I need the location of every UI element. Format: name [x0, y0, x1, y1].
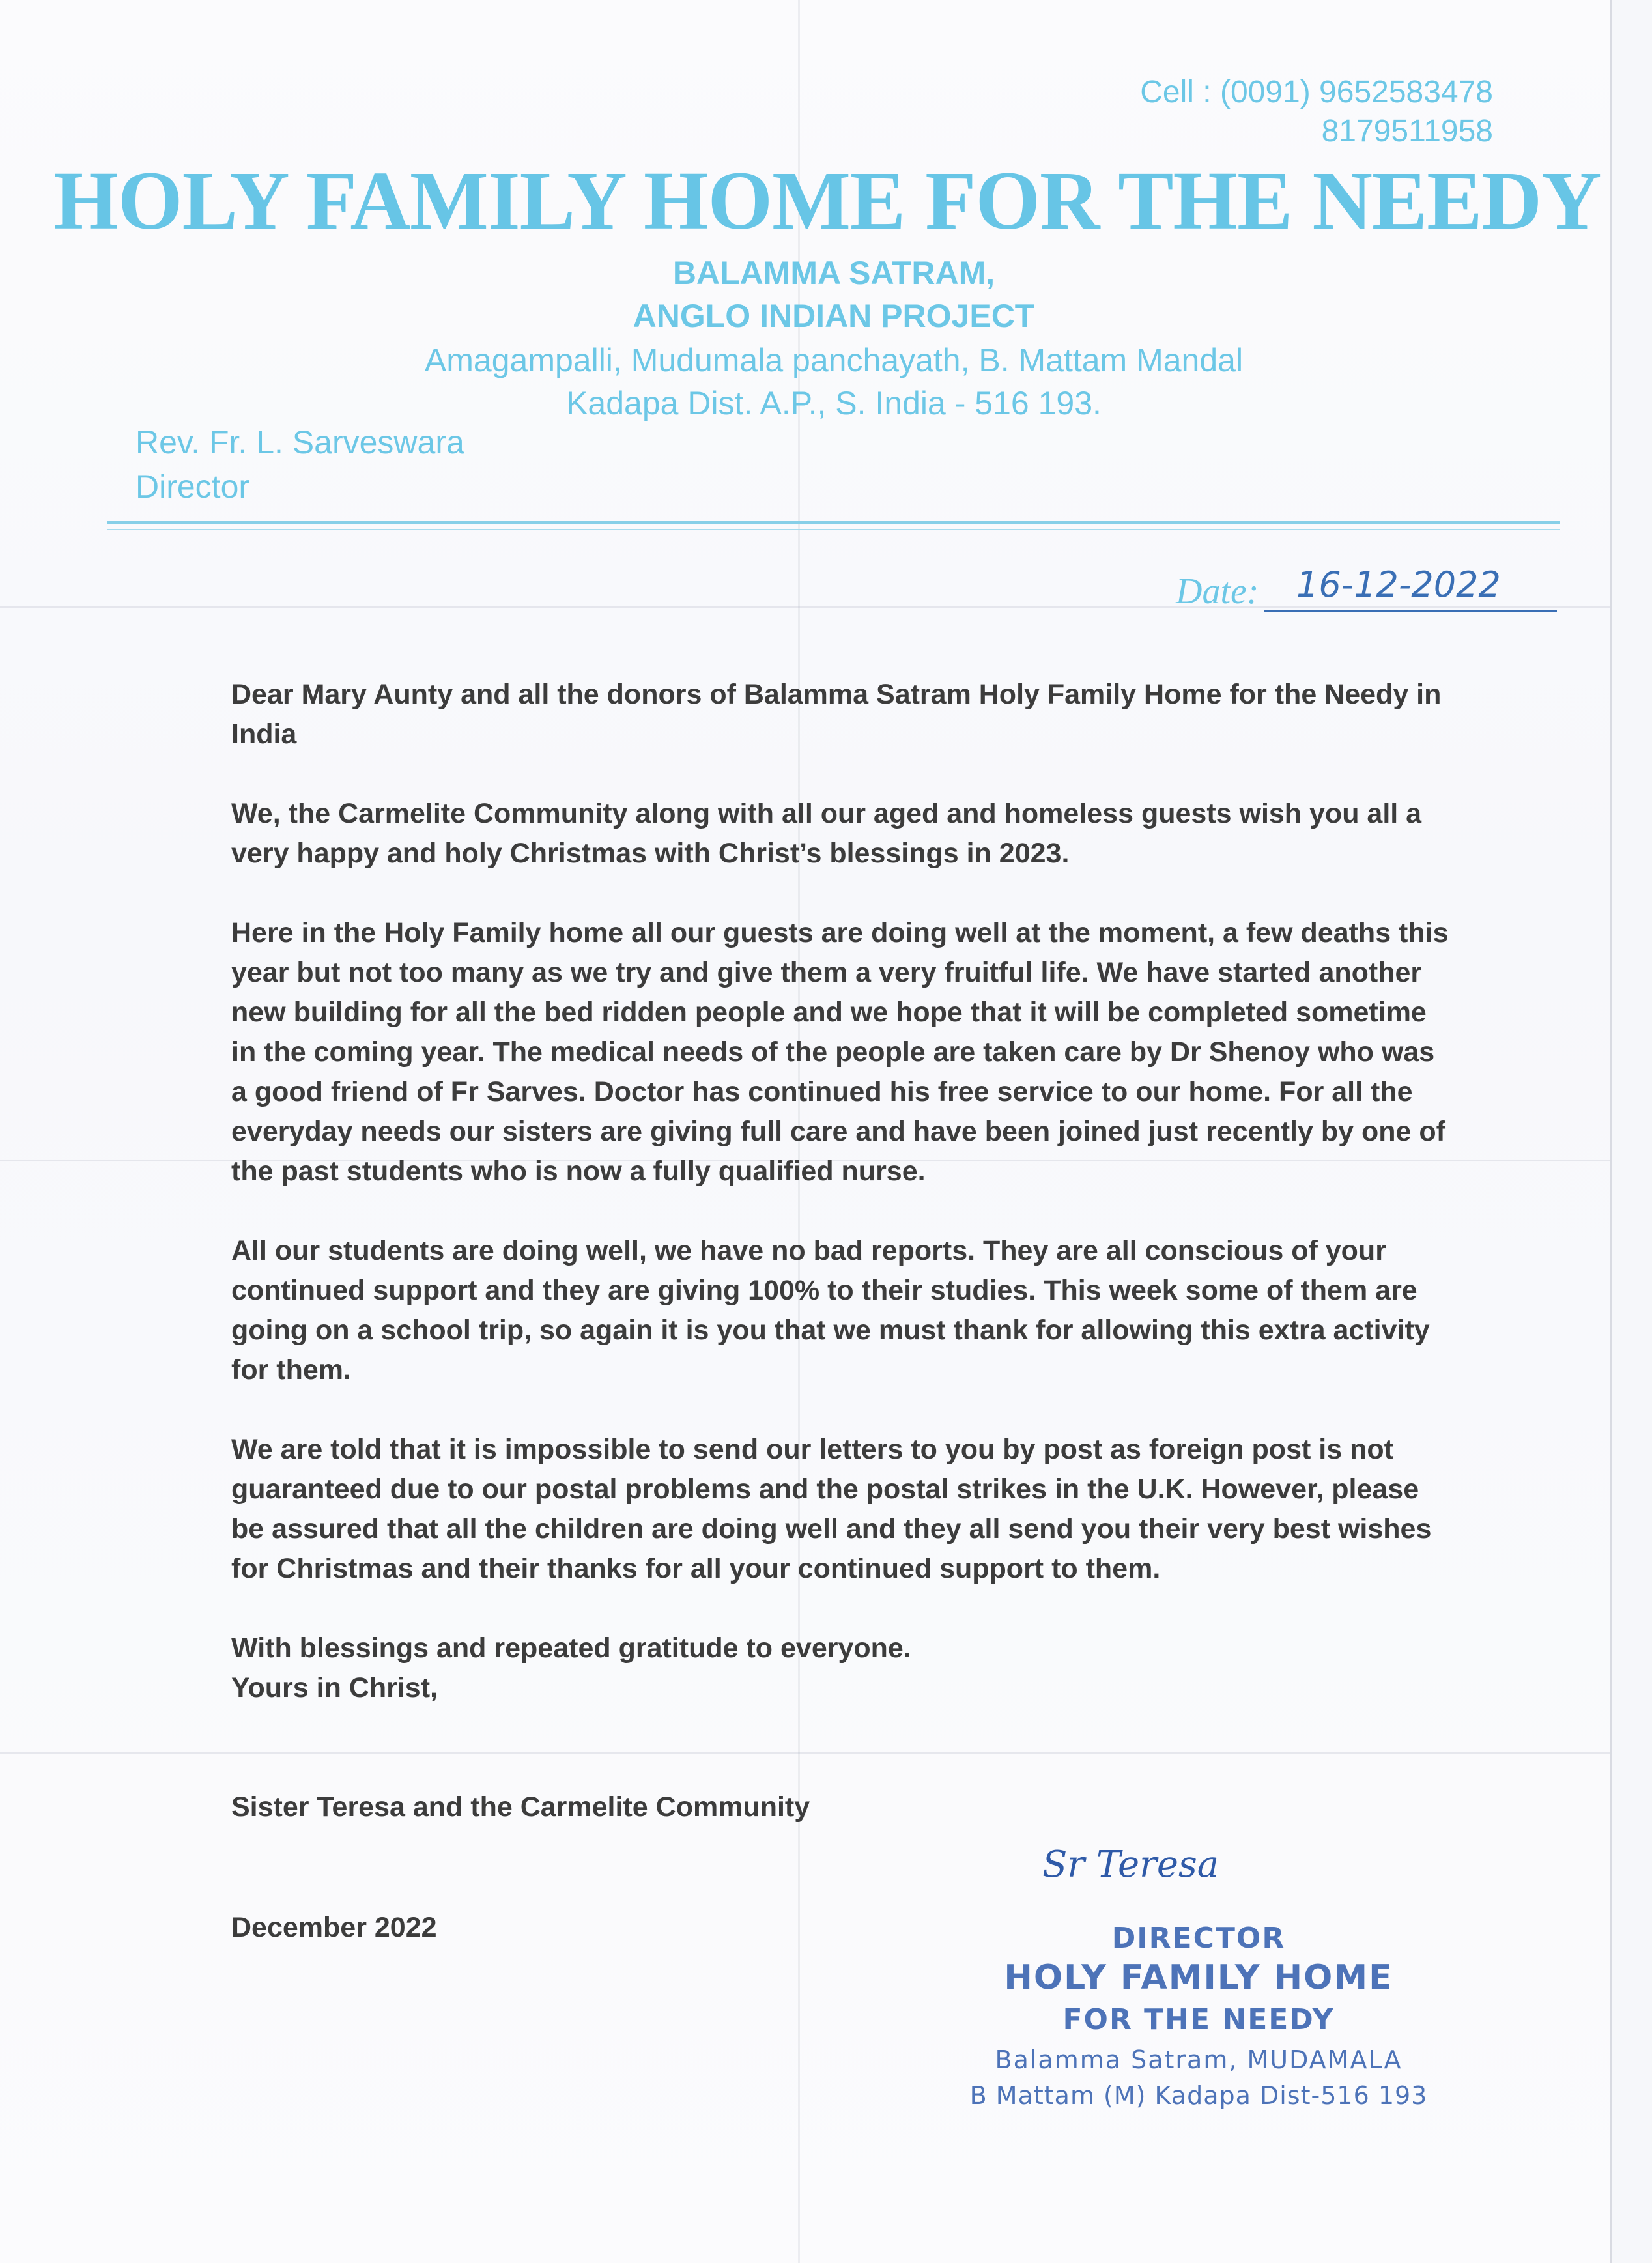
director-title: Director: [135, 468, 250, 505]
address-line-4: Kadapa Dist. A.P., S. India - 516 193.: [566, 385, 1102, 421]
organization-name: HOLY FAMILY HOME FOR THE NEEDY: [53, 154, 1601, 247]
director-name: Rev. Fr. L. Sarveswara: [135, 424, 464, 461]
closing-line: With blessings and repeated gratitude to everyone.: [231, 1632, 911, 1664]
signatory: Sister Teresa and the Carmelite Community: [231, 1791, 810, 1823]
handwritten-signature: Sr Teresa: [1042, 1843, 1219, 1886]
cell-line-2: 8179511958: [1321, 114, 1493, 149]
paragraph: Here in the Holy Family home all our guests are doing well at the moment, a few deaths this year but not too many as we try and give them a very fruitful life. We have started another new building for all the bed ridden people and we hope that it will be completed sometime in the coming year. The medical needs of the people are taken care by Dr Shenoy who was a good friend of Fr Sarves. Doctor has continued his free service to our home. For all the everyday needs our sisters are giving full care and have been joined just recently by one of the past students who is now a fully qualified nurse.: [231, 917, 1449, 1187]
cell-line-1: Cell : (0091) 9652583478: [1140, 75, 1493, 109]
header-rule-thin: [107, 529, 1560, 530]
letter-body: [231, 675, 1456, 1948]
paragraph: All our students are doing well, we have no bad reports. They are all conscious of your continued support and they are giving 100% to their studies. This week some of them are going on a school trip, so again it is you that we must thank for allowing this extra activity for them.: [231, 1235, 1430, 1386]
stamp-line-3: FOR THE NEEDY: [1062, 2003, 1335, 2036]
address-line-2: ANGLO INDIAN PROJECT: [633, 298, 1035, 334]
paragraph: We, the Carmelite Community along with all our aged and homeless guests wish you all a very happy and holy Christmas with Christ’s blessings in 2023.: [231, 798, 1422, 869]
closing-yours: Yours in Christ,: [231, 1672, 438, 1703]
stamp-line-1: DIRECTOR: [1111, 1922, 1286, 1955]
date-label: Date:: [1176, 571, 1259, 612]
salutation: Dear Mary Aunty and all the donors of Balamma Satram Holy Family Home for the Needy in India: [231, 679, 1442, 750]
phone-numbers: [1140, 73, 1493, 151]
address-line-3: Amagampalli, Mudumala panchayath, B. Mattam Mandal: [424, 342, 1244, 378]
date-value: 16-12-2022: [1264, 564, 1557, 612]
stamp-line-4: Balamma Satram, MUDAMALA: [995, 2045, 1403, 2074]
letter-month-year: December 2022: [231, 1912, 437, 1943]
paragraph: We are told that it is impossible to send our letters to you by post as foreign post is not guaranteed due to our postal problems and the postal strikes in the U.K. However, please be assured that all the children are doing well and they all send you their very best wishes for Christmas and their thanks for all your continued support to them.: [231, 1434, 1432, 1584]
address-line-1: BALAMMA SATRAM,: [672, 255, 995, 291]
stamp-line-2: HOLY FAMILY HOME: [1004, 1958, 1393, 1997]
header-rule: [107, 521, 1560, 524]
stamp-line-5: B Mattam (M) Kadapa Dist-516 193: [969, 2081, 1428, 2110]
